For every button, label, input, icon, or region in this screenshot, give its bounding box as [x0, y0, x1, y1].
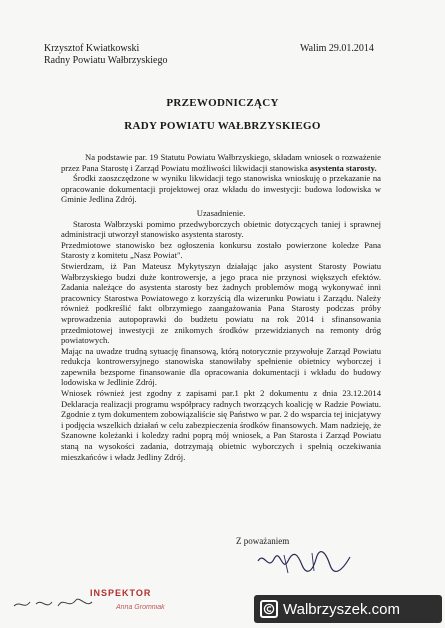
signature — [254, 547, 354, 579]
paragraph-promises: Starosta Wałbrzyski pomimo przedwyborczych obietnic dotyczących taniej i sprawnej administracji utworzył stanowisko asystenta starosty. — [61, 218, 381, 240]
letter-body — [61, 152, 381, 462]
author-name: Krzysztof Kwiatkowski — [44, 43, 140, 54]
paragraph-appointment: Przedmiotowe stanowisko bez ogłoszenia konkursu zostało powierzone koledze Pana Starosty z komitetu „Nasz Powiat". — [61, 239, 381, 261]
recipient-body: RADY POWIATU WAŁBRZYSKIEGO — [124, 120, 321, 132]
stamp-title: INSPEKTOR — [90, 588, 152, 598]
recipient-title: PRZEWODNICZĄCY — [166, 97, 279, 109]
sender-block — [44, 43, 167, 67]
paragraph-request-text: Na podstawie par. 19 Statutu Powiatu Wałbrzyskiego, składam wniosek o rozważenie przez Pana Starostę i Zarząd Powiatu możliwości likwidacji stanowiska — [61, 152, 381, 173]
place-date: Walim 29.01.2014 — [300, 43, 374, 54]
copyright-icon — [260, 600, 278, 618]
site-watermark — [254, 595, 442, 623]
paragraph-request — [61, 152, 381, 173]
closing-regards: Z poważaniem — [236, 536, 290, 546]
paragraph-assistant: Stwierdzam, iż Pan Mateusz Mykytyszyn działając jako asystent Starosty Powiatu Wałbrzyskiego budzi duże kontrowersje, a jego praca nie przynosi większych efektów. Zadania należące do asystenta starosty bez żadnych problemów mogą wykonywać inni pracownicy Starostwa Powiatowego z korzyścią dla wizerunku Powiatu i Zarządu. Należy również podkreślić fakt olbrzymiego zaangażowania Pana Starosty podczas próby wprowadzenia autopoprawki do budżetu powiatu na rok 2014 i sfinansowania przedmiotowej inwestycji ze znikomych środków przewidzianych na remonty dróg powiatowych. — [61, 260, 381, 346]
stamp-name: Anna Gromniak — [116, 604, 165, 611]
paragraph-funds: Środki zaoszczędzone w wyniku likwidacji tego stanowiska wnioskuję o przekazanie na opracowanie dokumentacji projektowej oraz wkładu do inwestycji: budowa lodowiska w Gminie Jedlina Zdrój. — [61, 173, 381, 205]
paragraph-request-emphasis: asystenta starosty. — [309, 162, 377, 173]
author-role: Radny Powiatu Wałbrzyskiego — [44, 55, 168, 66]
paragraph-financial: Mając na uwadze trudną sytuację finansową, którą notorycznie przywołuje Zarząd Powiatu redukcja kontrowersyjnego stanowiska stanowiłaby spełnienie obietnicy wyborczej i zapewniła bezsporne finansowanie dla opracowania dokumentacji i wkładu do budowy lodowiska w Jedlinie Zdrój. — [61, 345, 381, 388]
justification-heading: Uzasadnienie. — [196, 207, 246, 218]
watermark-text: Walbrzyszek.com — [283, 600, 400, 618]
paragraph-coalition: Wniosek również jest zgodny z zapisami par.1 pkt 2 dokumentu z dnia 23.12.2014 Deklaracja realizacji programu współpracy radnych tworzących koalicję w Radzie Powiatu. Zgodnie z tym dokumentem zobowiązaliście się Państwo w par. 2 do wsparcia tej inicjatywy i podjęcia wszelkich działań w celu zabezpieczenia środków finansowych. Mam nadzieję, że Szanowne koleżanki i koledzy radni poprą mój wniosek, a Pan Starosta i Zarząd Powiatu staną na wysokości zadania, dotrzymają obietnic wyborczych i spełnią oczekiwania mieszkańców i władz Jedliny Zdrój. — [61, 388, 381, 462]
